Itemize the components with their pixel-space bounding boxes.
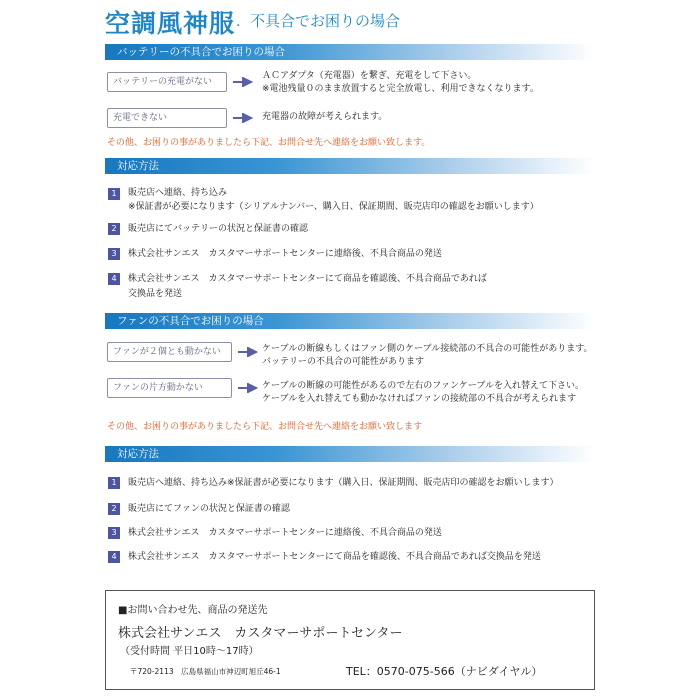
title-dot: . <box>236 14 241 30</box>
battery-issue-box: 充電できない <box>107 108 227 128</box>
step-number-badge: 2 <box>108 223 120 235</box>
battery-note: その他、お困りの事がありましたら下記、お問合せ先へ連絡をお願い致します。 <box>107 138 431 148</box>
battery-step <box>128 247 442 261</box>
step-number-badge: 1 <box>108 188 120 200</box>
fan-step <box>128 550 541 564</box>
step-line: 株式会社サンエス カスタマーサポートセンターに連絡後、不具合商品の発送 <box>128 528 442 538</box>
fan-step <box>128 476 559 490</box>
step-number-badge: 4 <box>108 273 120 285</box>
step-line: 株式会社サンエス カスタマーサポートセンターに連絡後、不具合商品の発送 <box>128 249 442 259</box>
fan-step <box>128 526 442 540</box>
battery-issue-solution <box>262 70 539 96</box>
step-line: 販売店にてファンの状況と保証書の確認 <box>128 504 290 514</box>
step-line: 株式会社サンエス カスタマーサポートセンターにて商品を確認後、不具合商品であれば <box>128 274 487 284</box>
step-line: 販売店へ連絡、持ち込み <box>128 188 228 198</box>
solution-line: バッテリーの不具合の可能性があります <box>262 357 425 367</box>
page-subtitle: 不具合でお困りの場合 <box>250 12 401 30</box>
step-line: 交換品を発送 <box>128 289 183 299</box>
battery-section-header: バッテリーの不具合でお困りの場合 <box>105 44 595 60</box>
solution-line: ※電池残量０のまま放置すると完全放電し、利用できなくなります。 <box>262 84 539 94</box>
solution-line: ケーブルの断線もしくはファン側のケーブル接続部の不具合の可能性があります。 <box>262 344 593 354</box>
solution-line: ケーブルを入れ替えても動かなければファンの接続部の不具合が考えられます <box>262 394 577 404</box>
solution-line: ＡＣアダプタ（充電器）を繋ぎ、充電をして下さい。 <box>262 71 477 81</box>
contact-hours: （受付時間 平日10時～17時） <box>120 646 259 657</box>
arrow-right-icon <box>233 77 253 87</box>
contact-tel: TEL：0570-075-566（ナビダイヤル） <box>346 665 543 678</box>
arrow-right-icon <box>238 347 258 357</box>
step-line: ※保証書が必要になります（シリアルナンバー、購入日、保証期間、販売店印の確認をお願いします） <box>128 202 539 212</box>
step-number-badge: 4 <box>108 551 120 563</box>
fan-issue-solution <box>262 380 584 406</box>
page-title: 空調風神服 <box>105 9 236 38</box>
step-number-badge: 2 <box>108 503 120 515</box>
arrow-right-icon <box>238 383 258 393</box>
contact-company: 株式会社サンエス カスタマーサポートセンター <box>118 626 403 641</box>
battery-step <box>128 222 308 236</box>
arrow-right-icon <box>233 113 253 123</box>
step-line: 株式会社サンエス カスタマーサポートセンターにて商品を確認後、不具合商品であれば交換品を発送 <box>128 552 541 562</box>
step-number-badge: 3 <box>108 527 120 539</box>
step-line: 販売店へ連絡、持ち込み※保証書が必要になります（購入日、保証期間、販売店印の確認をお願いします） <box>128 478 559 488</box>
step-number-badge: 1 <box>108 477 120 489</box>
contact-address: 〒720-2113 広島県福山市神辺町旭丘46-1 <box>130 667 281 676</box>
fan-step <box>128 502 290 516</box>
battery-issue-solution <box>262 111 387 124</box>
battery-step <box>128 272 487 302</box>
solution-line: ケーブルの断線の可能性があるので左右のファンケーブルを入れ替えて下さい。 <box>262 381 585 391</box>
solution-line: 充電器の故障が考えられます。 <box>262 112 388 122</box>
fan-issue-solution <box>262 343 592 369</box>
battery-issue-box: バッテリーの充電がない <box>107 72 227 92</box>
fan-issue-box: ファンが２個とも動かない <box>107 342 232 362</box>
fan-section-header: ファンの不具合でお困りの場合 <box>105 313 595 329</box>
contact-box <box>105 590 595 690</box>
battery-steps-header: 対応方法 <box>105 158 595 174</box>
step-line: 販売店にてバッテリーの状況と保証書の確認 <box>128 224 309 234</box>
fan-note: その他、お困りの事がありましたら下記、お問合せ先へ連絡をお願い致します <box>107 422 423 432</box>
fan-issue-box: ファンの片方動かない <box>107 378 232 398</box>
battery-step <box>128 186 539 214</box>
fan-steps-header: 対応方法 <box>105 446 595 462</box>
step-number-badge: 3 <box>108 248 120 260</box>
contact-heading: ■お問い合わせ先、商品の発送先 <box>118 605 268 616</box>
